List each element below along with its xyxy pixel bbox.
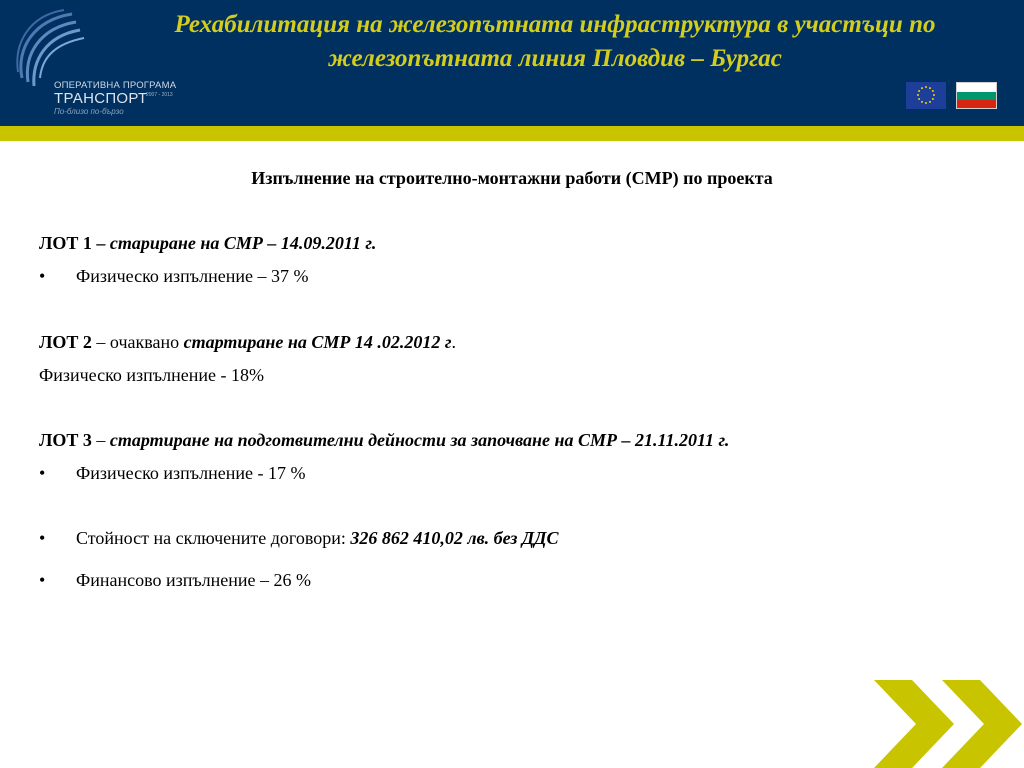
financial-bullet <box>39 570 311 591</box>
logo-slogan-text: По-близо по-бързо <box>54 107 124 116</box>
lot3-mid: – <box>91 430 110 450</box>
eu-stars-icon <box>906 82 946 109</box>
lot3-bullet <box>39 463 305 484</box>
contracts-label: Стойност на сключените договори: <box>76 528 351 548</box>
logo-years-text: 2007 - 2013 <box>146 92 173 98</box>
page-title <box>170 8 940 76</box>
contracts-value: 326 862 410,02 лв. без ДДС <box>350 528 559 548</box>
financial-progress: Финансово изпълнение – 26 % <box>76 570 312 590</box>
bullet-icon: • <box>39 528 46 548</box>
lot2-label: ЛОТ 2 <box>39 332 92 352</box>
lot3-heading <box>39 430 729 451</box>
lot1-heading <box>39 233 376 254</box>
lot2-detail: стартиране на СМР 14 .02.2012 г <box>183 332 452 352</box>
next-chevrons-icon <box>872 680 1024 768</box>
logo-transport-text: ТРАНСПОРТ <box>54 90 148 107</box>
lot2-heading <box>39 332 456 353</box>
program-logo <box>14 8 184 116</box>
bullet-icon: • <box>39 570 46 590</box>
bulgaria-flag-icon <box>956 82 997 109</box>
lot1-label: ЛОТ 1 – <box>39 233 110 253</box>
lot1-detail: стариране на СМР – 14.09.2011 г. <box>109 233 377 253</box>
bullet-icon: • <box>39 266 46 286</box>
logo-program-text: ОПЕРАТИВНА ПРОГРАМА <box>54 80 177 91</box>
eu-flag-icon <box>906 82 946 109</box>
lot2-physical-progress: Физическо изпълнение - 18% <box>39 365 264 385</box>
contracts-bullet <box>39 528 558 549</box>
lot3-physical-progress: Физическо изпълнение - 17 % <box>76 463 306 483</box>
section-title: Изпълнение на строително-монтажни работи (СМР) по проекта <box>251 168 773 188</box>
lot2-end: . <box>451 332 457 352</box>
title-line-1: Рехабилитация на железопътната инфраструктура в участъци по <box>174 11 936 38</box>
lot2-mid: – очаквано <box>91 332 184 352</box>
title-line-2: железопътната линия Пловдив – Бургас <box>328 45 782 72</box>
lot1-bullet <box>39 266 308 287</box>
bullet-icon: • <box>39 463 46 483</box>
lot1-physical-progress: Физическо изпълнение – 37 % <box>76 266 309 286</box>
lot3-detail: стартиране на подготвителни дейности за започване на СМР – 21.11.2011 г. <box>109 430 730 450</box>
accent-stripe <box>0 126 1024 141</box>
lot3-label: ЛОТ 3 <box>39 430 92 450</box>
